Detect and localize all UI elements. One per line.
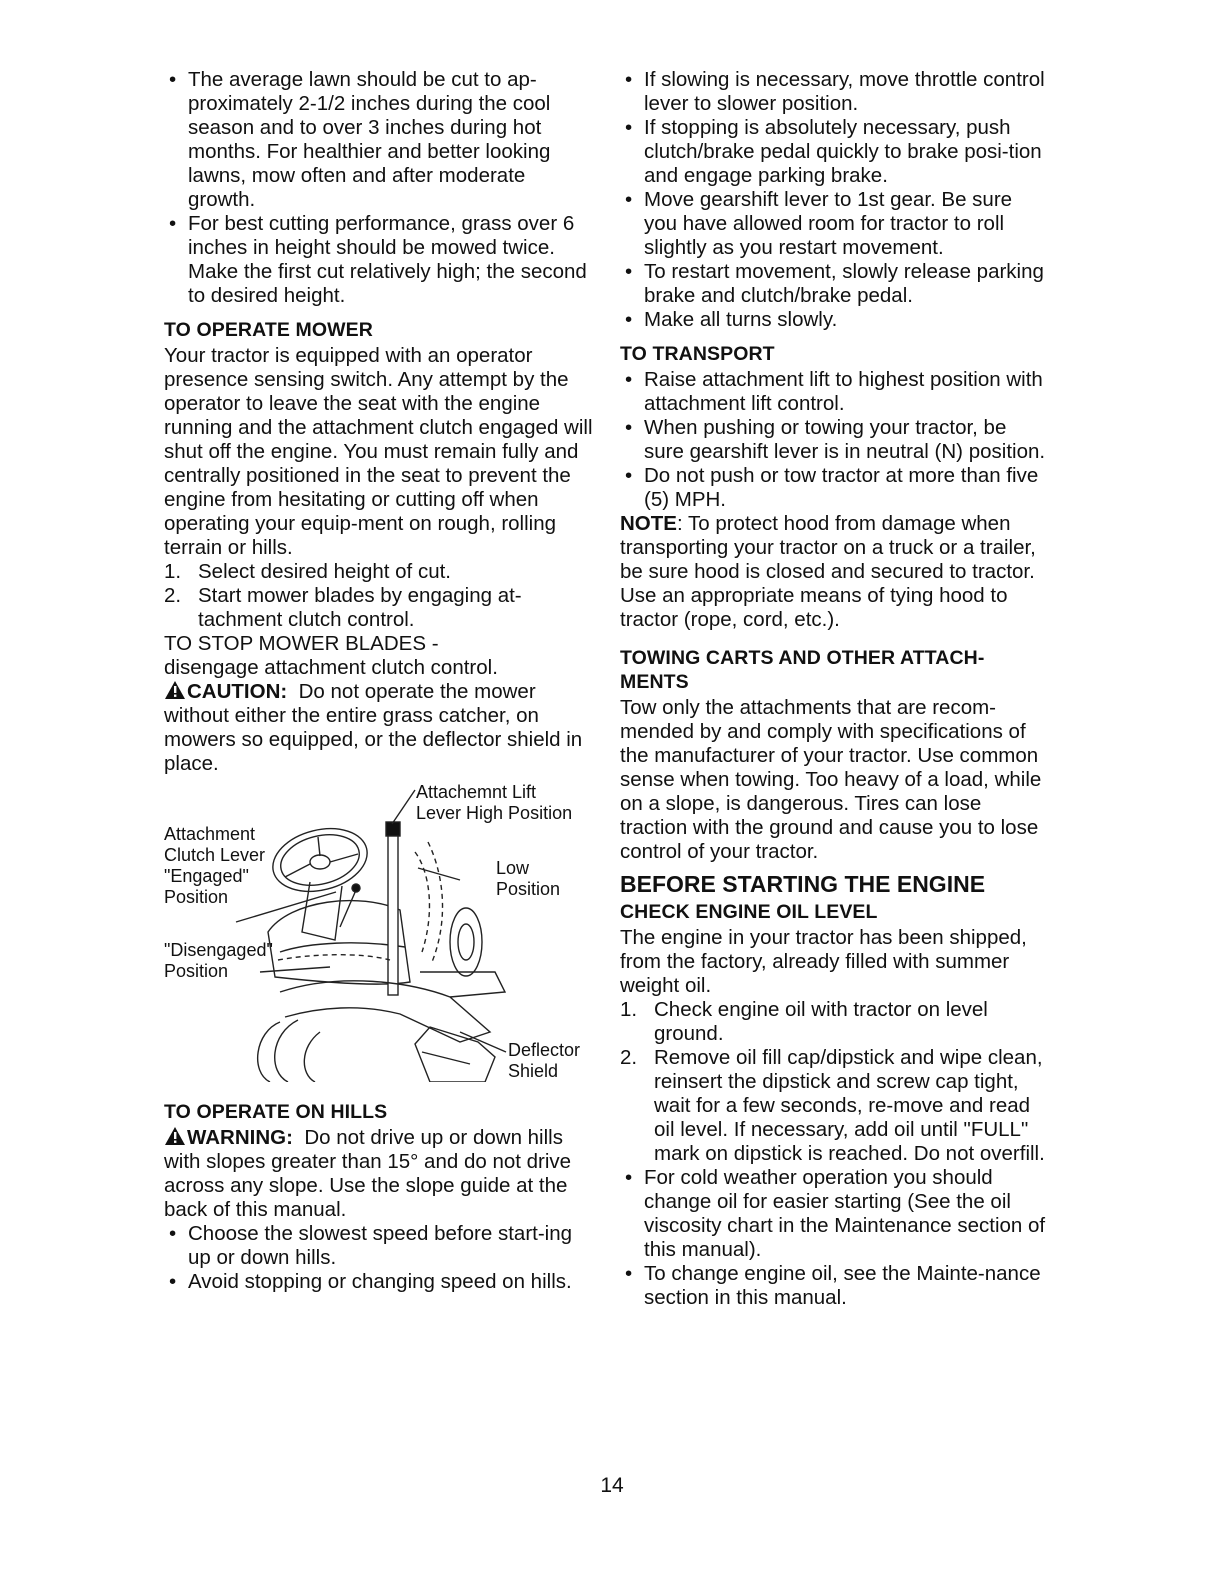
label-lift-lever-line2: Lever High Position [416, 803, 573, 823]
transport-note [620, 512, 1048, 632]
oil-bullet-list [620, 1166, 1048, 1310]
step-text: Check engine oil with tractor on level ground. [654, 998, 988, 1045]
left-column [164, 68, 596, 1294]
label-clutch-line4: Position [164, 887, 229, 907]
step-number: 1. [620, 998, 638, 1021]
list-item: • For best cutting performance, grass over 6 inches in height should be mowed twice. Make the first cut relatively high; the second to desired height. [164, 212, 596, 308]
label-clutch-line3: "Engaged" [164, 866, 249, 886]
list-item: • Make all turns slowly. [620, 308, 1048, 332]
list-item: • The average lawn should be cut to ap-proximately 2-1/2 inches during the cool season and to over 3 inches during hot months. For healthier and better looking lawns, mow often and after moderate growth. [164, 68, 596, 212]
stop-blades-instruction: disengage attachment clutch control. [164, 656, 498, 679]
label-clutch-line2: Clutch Lever [164, 845, 266, 865]
operate-hills-heading: TO OPERATE ON HILLS [164, 1101, 388, 1123]
label-disengaged-line2: Position [164, 961, 229, 981]
warning-triangle-icon [164, 680, 186, 700]
list-item [164, 584, 596, 632]
list-item: • Move gearshift lever to 1st gear. Be sure you have allowed room for tractor to roll slightly as you restart movement. [620, 188, 1048, 260]
stop-blades-line: TO STOP MOWER BLADES - [164, 632, 439, 655]
list-item: • Avoid stopping or changing speed on hills. [164, 1270, 596, 1294]
step-text: Remove oil fill cap/dipstick and wipe clean, reinsert the dipstick and screw cap tight, wait for a few seconds, re-move and read oil level. If necessary, add oil until "FULL" mark on dipstick is reached. Do not overfill. [654, 1046, 1045, 1165]
warning-label: WARNING: [187, 1126, 293, 1149]
slope-bullet-list [620, 68, 1048, 332]
list-item: • Do not push or tow tractor at more than five (5) MPH. [620, 464, 1048, 512]
list-item: • To restart movement, slowly release parking brake and clutch/brake pedal. [620, 260, 1048, 308]
page-number: 14 [600, 1474, 624, 1497]
operate-mower-paragraph: Your tractor is equipped with an operator presence sensing switch. Any attempt by the operator to leave the seat with the engine running and the attachment clutch engaged will shut off the engine. You must remain fully and centrally positioned in the seat to prevent the engine from hesitating or cutting off when operating your equip-ment on rough, rolling terrain or hills. [164, 344, 593, 559]
caution-text: Do not operate the mower without either the entire grass catcher, on mowers so equipped, or the deflector shield in place. [164, 680, 583, 775]
list-item: • If slowing is necessary, move throttle control lever to slower position. [620, 68, 1048, 116]
note-label: NOTE [620, 512, 677, 535]
before-starting-heading: BEFORE STARTING THE ENGINE [620, 871, 986, 897]
step-text: Start mower blades by engaging at-tachment clutch control. [198, 584, 522, 631]
mower-steps [164, 560, 596, 632]
towing-heading: TOWING CARTS AND OTHER ATTACH-MENTS [620, 647, 985, 693]
warning-triangle-icon [164, 1126, 186, 1146]
operate-mower-heading: TO OPERATE MOWER [164, 319, 373, 341]
caution-label: CAUTION: [187, 680, 288, 703]
list-item: • To change engine oil, see the Mainte-nance section in this manual. [620, 1262, 1048, 1310]
label-lift-lever-line1: Attachemnt Lift [416, 782, 537, 802]
list-item: • Choose the slowest speed before start-ing up or down hills. [164, 1222, 596, 1270]
oil-paragraph: The engine in your tractor has been shipped, from the factory, already filled with summer weight oil. [620, 926, 1027, 997]
label-low-line2: Position [496, 879, 561, 899]
step-text: Select desired height of cut. [198, 560, 451, 583]
list-item [164, 560, 596, 584]
label-deflector-line1: Deflector [508, 1040, 581, 1060]
warning-notice [164, 1126, 596, 1222]
label-low-line1: Low [496, 858, 530, 878]
step-number: 1. [164, 560, 182, 583]
step-number: 2. [164, 584, 182, 607]
warning-text: Do not drive up or down hills with slopes greater than 15° and do not drive across any slope. Use the slope guide at the back of this manual. [164, 1126, 572, 1221]
check-oil-heading: CHECK ENGINE OIL LEVEL [620, 901, 878, 923]
list-item: • Raise attachment lift to highest position with attachment lift control. [620, 368, 1048, 416]
transport-bullet-list [620, 368, 1048, 512]
list-item: • If stopping is absolutely necessary, push clutch/brake pedal quickly to brake posi-tion and engage parking brake. [620, 116, 1048, 188]
mower-controls-figure [160, 782, 600, 1082]
list-item: • For cold weather operation you should change oil for easier starting (See the oil viscosity chart in the Maintenance section of this manual). [620, 1166, 1048, 1262]
step-number: 2. [620, 1046, 638, 1069]
list-item [620, 998, 1048, 1046]
list-item: • When pushing or towing your tractor, be sure gearshift lever is in neutral (N) position. [620, 416, 1048, 464]
towing-paragraph: Tow only the attachments that are recom-mended by and comply with specifications of the manufacturer of your tractor. Use common sense when towing. Too heavy of a load, while on a slope, is dangerous. Tires can lose traction with the ground and cause you to lose control of your tractor. [620, 696, 1042, 863]
label-deflector-line2: Shield [508, 1061, 559, 1081]
label-clutch-line1: Attachment [164, 824, 256, 844]
intro-bullet-list [164, 68, 596, 308]
list-item [620, 1046, 1048, 1166]
label-disengaged-line1: "Disengaged" [164, 940, 273, 960]
transport-heading: TO TRANSPORT [620, 343, 775, 365]
hills-bullet-list [164, 1222, 596, 1294]
oil-steps [620, 998, 1048, 1166]
right-column [620, 68, 1048, 1310]
caution-notice [164, 680, 596, 776]
note-text: : To protect hood from damage when transporting your tractor on a truck or a trailer, be sure hood is closed and secured to tractor. Use an appropriate means of tying hood to tractor (rope, cord, etc.). [620, 512, 1036, 631]
